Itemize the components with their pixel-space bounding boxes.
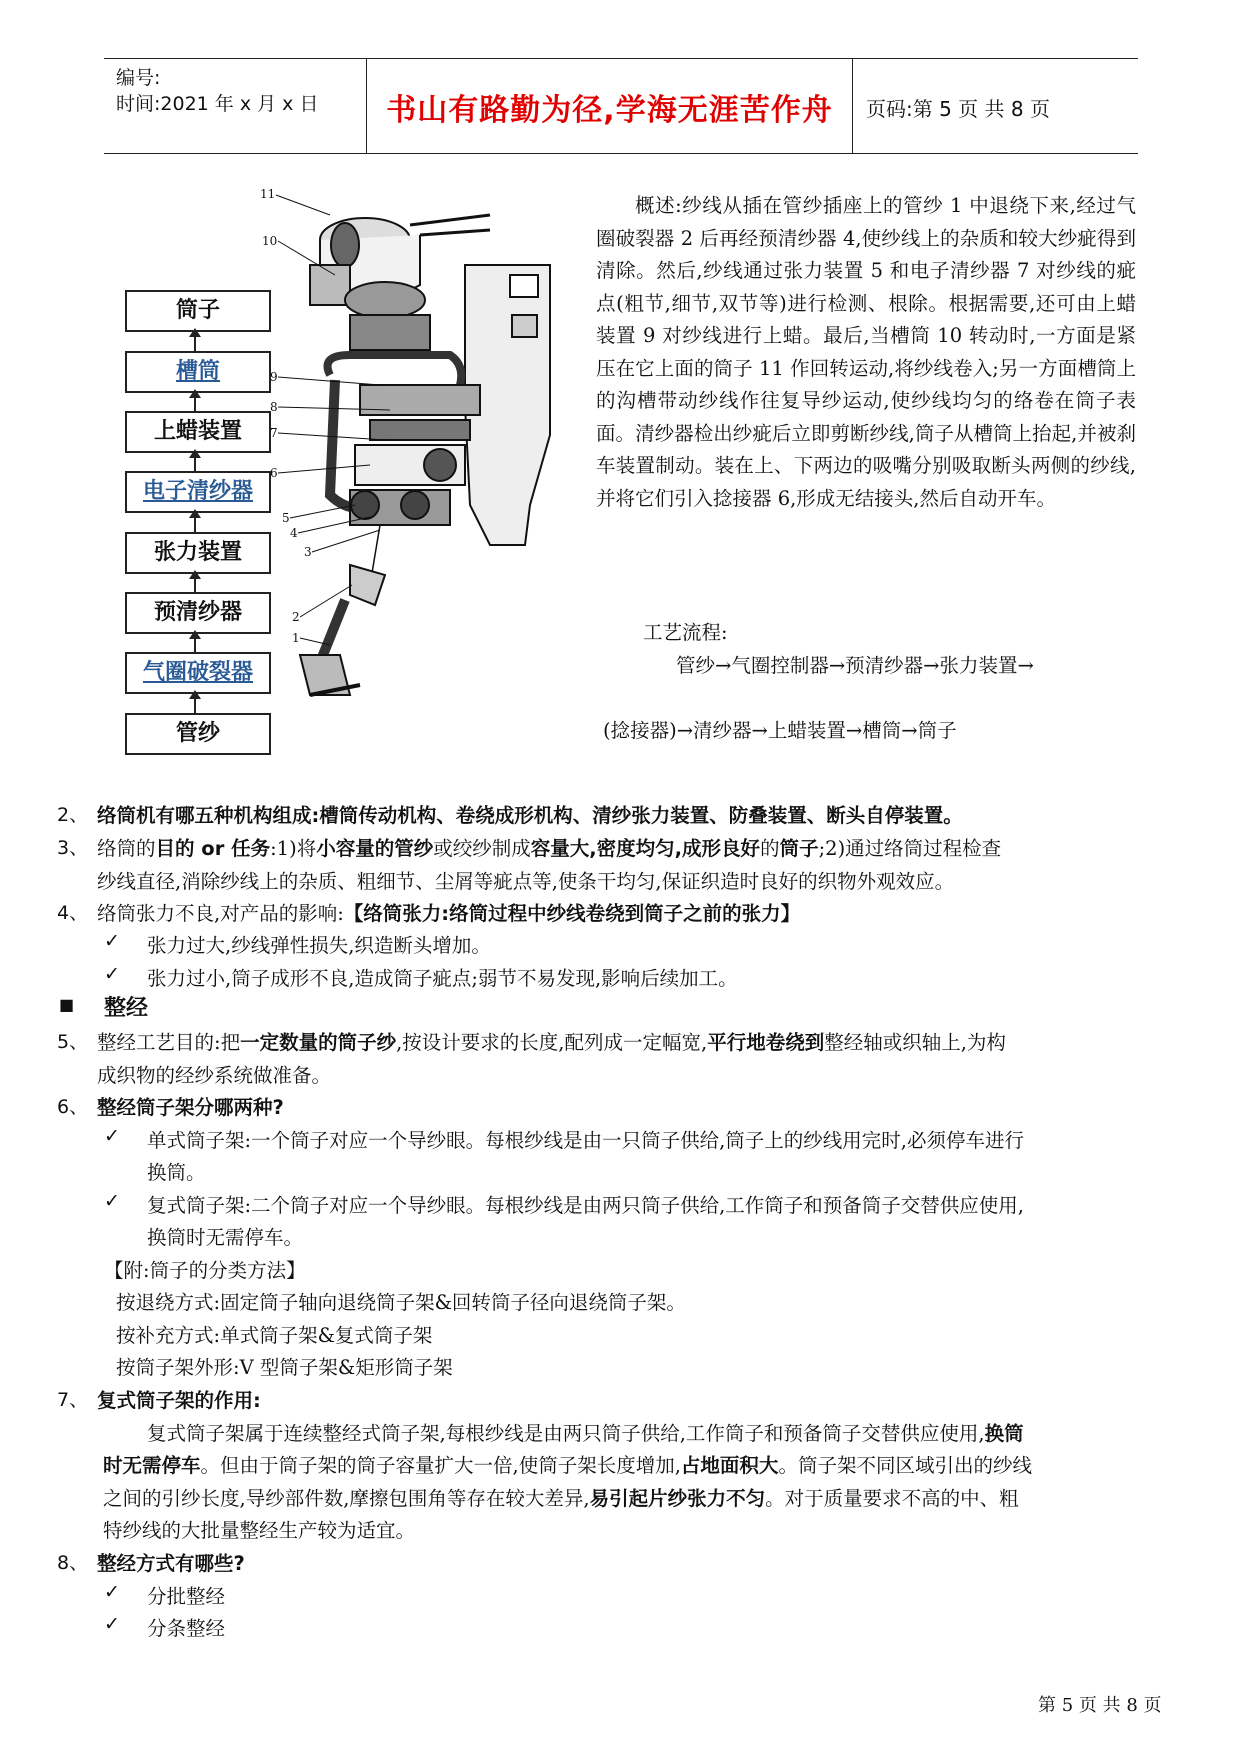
q6-appendix-2: 按补充方式:单式筒子架&复式筒子架 <box>116 1324 433 1347</box>
time-label: 时间:2021 年 x 月 x 日 <box>116 93 319 115</box>
doc-number-label: 编号: <box>116 67 161 89</box>
q3-bold: 筒子 <box>779 837 819 860</box>
q7-text: 复式筒子架属于连续整经式筒子架,每根纱线是由两只筒子供给,工作筒子和预备筒子交替供应使用, <box>147 1422 985 1445</box>
flow-box-label: 槽筒 <box>175 359 220 384</box>
q5-text: ,按设计要求的长度,配列成一定幅宽, <box>396 1031 708 1054</box>
item-number: 4、 <box>57 902 89 924</box>
flow-arrow <box>194 511 196 533</box>
flow-arrow <box>194 330 196 352</box>
flow-box-cop: 管纱 <box>125 713 271 755</box>
check-icon: ✓ <box>104 930 120 952</box>
q3-text: 或绞纱制成 <box>433 837 531 860</box>
flow-arrow <box>194 572 196 593</box>
diagram-label: 3 <box>304 545 312 559</box>
diagram-label: 4 <box>290 526 298 540</box>
q6-check-2a: 复式筒子架:二个筒子对应一个导纱眼。每根纱线是由两只筒子供给,工作筒子和预备筒子交替供应使用, <box>147 1194 1024 1217</box>
q6-check-2b: 换筒时无需停车。 <box>147 1226 304 1249</box>
check-icon: ✓ <box>104 1581 120 1603</box>
flow-box-balloon-breaker <box>125 652 271 694</box>
flow-arrow <box>194 391 196 412</box>
q8-title: 整经方式有哪些? <box>97 1552 245 1575</box>
process-line-1: 管纱→气圈控制器→预清纱器→张力装置→ <box>676 654 1034 677</box>
flow-arrow <box>194 451 196 472</box>
q7-text: 。对于质量要求不高的中、粗 <box>765 1487 1019 1510</box>
flow-arrow <box>194 632 196 653</box>
q3-line-1 <box>97 833 1001 861</box>
q8-check-1: 分批整经 <box>147 1585 226 1608</box>
flow-box-pre-clearer: 预清纱器 <box>125 592 271 634</box>
q4-line <box>97 898 800 926</box>
diagram-label: 1 <box>292 631 300 645</box>
q3-bold: 容量大,密度均匀,成形良好 <box>530 837 761 860</box>
q7-line-3 <box>103 1483 1019 1511</box>
section-bullet-icon: ■ <box>59 995 75 1014</box>
q3-bold: 小容量的管纱 <box>316 837 434 860</box>
flow-box-bobbin: 筒子 <box>125 290 271 332</box>
q3-line-2: 纱线直径,消除纱线上的杂质、粗细节、尘屑等疵点等,使条干均匀,保证织造时良好的织物外观效应。 <box>97 870 955 893</box>
q6-appendix: 【附:筒子的分类方法】 <box>104 1259 306 1282</box>
header-info-cell <box>104 59 367 153</box>
page-footer: 第 5 页 共 8 页 <box>1038 1695 1162 1716</box>
q6-title: 整经筒子架分哪两种? <box>97 1096 284 1119</box>
flow-box-electronic-clearer <box>125 471 271 513</box>
q5-bold: 一定数量的筒子纱 <box>240 1031 397 1054</box>
q7-line-1 <box>147 1418 1024 1446</box>
q4-check-2: 张力过小,筒子成形不良,造成筒子疵点;弱节不易发现,影响后续加工。 <box>147 967 738 990</box>
q3-text: 的 <box>760 837 780 860</box>
q7-text: 之间的引纱长度,导纱部件数,摩擦包围角等存在较大差异, <box>103 1487 590 1510</box>
item-number: 2、 <box>57 804 89 826</box>
q3-text: :1)将 <box>270 837 317 860</box>
q2-text: 络筒机有哪五种机构组成:槽筒传动机构、卷绕成形机构、清纱张力装置、防叠装置、断头自停装置。 <box>97 804 963 827</box>
flow-arrow <box>194 692 196 714</box>
q7-bold: 易引起片纱张力不匀 <box>589 1487 766 1510</box>
item-number: 8、 <box>57 1552 89 1574</box>
item-number: 7、 <box>57 1389 89 1411</box>
flow-box-label: 气圈破裂器 <box>142 660 253 685</box>
q5-text: 整经工艺目的:把 <box>97 1031 241 1054</box>
flow-box-tension: 张力装置 <box>125 532 271 574</box>
q3-text: 络筒的 <box>97 837 156 860</box>
q6-check-1b: 换筒。 <box>147 1161 206 1184</box>
flow-box-label: 电子清纱器 <box>142 479 253 504</box>
header-motto-cell <box>367 59 853 153</box>
page-header <box>104 58 1138 154</box>
flow-box-groove-drum <box>125 351 271 393</box>
q7-text: 。但由于筒子架的筒子容量扩大一倍,使筒子架长度增加, <box>200 1454 681 1477</box>
diagram-label: 8 <box>270 400 278 414</box>
check-icon: ✓ <box>104 1190 120 1212</box>
diagram-label: 2 <box>292 610 300 624</box>
motto: 书山有路勤为径,学海无涯苦作舟 <box>386 93 833 128</box>
q8-check-2: 分条整经 <box>147 1617 226 1640</box>
item-number: 6、 <box>57 1096 89 1118</box>
q6-appendix-3: 按筒子架外形:V 型筒子架&矩形筒子架 <box>116 1356 453 1379</box>
q7-line-2 <box>103 1450 1032 1478</box>
q7-text: 。筒子架不同区域引出的纱线 <box>778 1454 1032 1477</box>
q7-bold: 换筒 <box>984 1422 1024 1445</box>
q6-appendix-1: 按退绕方式:固定筒子轴向退绕筒子架&回转筒子径向退绕筒子架。 <box>116 1291 686 1314</box>
item-number: 3、 <box>57 837 89 859</box>
overview-paragraph: 概述:纱线从插在管纱插座上的管纱 1 中退绕下来,经过气圈破裂器 2 后再经预清纱器 4,使纱线上的杂质和较大纱疵得到清除。然后,纱线通过张力装置 5 和电子清纱器 7 对纱线的疵点(粗节,细节,双节等)进行检测、根除。根据需要,还可由上蜡装置 9 对纱线进行上蜡。最后,当槽筒 10 转动时,一方面是紧压在它上面的筒子 11 作回转运动,将纱线卷入;另一方面槽筒上的沟槽带动纱线作往复导纱运动,使纱线均匀的络卷在筒子表面。清纱器检出纱疵后立即剪断纱线,筒子从槽筒上抬起,并被刹车装置制动。装在上、下两边的吸嘴分别吸取断头两侧的纱线,并将它们引入捻接器 6,形成无结接头,然后自动开车。 <box>596 194 1136 510</box>
q7-title: 复式筒子架的作用: <box>97 1389 261 1412</box>
diagram-label: 5 <box>282 511 290 525</box>
q7-bold: 占地面积大 <box>680 1454 779 1477</box>
diagram-label: 10 <box>262 234 278 248</box>
diagram-label: 7 <box>270 426 278 440</box>
process-line-2: (捻接器)→清纱器→上蜡装置→槽筒→筒子 <box>603 719 957 742</box>
check-icon: ✓ <box>104 963 120 985</box>
flow-box-waxing: 上蜡装置 <box>125 411 271 453</box>
header-page-label: 页码:第 5 页 共 8 页 <box>866 97 1050 121</box>
winding-machine-diagram <box>260 187 580 785</box>
check-icon: ✓ <box>104 1125 120 1147</box>
q3-bold: 目的 or 任务 <box>155 837 271 860</box>
section-title: 整经 <box>104 996 149 1021</box>
q4-check-1: 张力过大,纱线弹性损失,织造断头增加。 <box>147 934 491 957</box>
q5-line-1 <box>97 1027 1006 1055</box>
item-number: 5、 <box>57 1031 89 1053</box>
q4-text: 络筒张力不良,对产品的影响: <box>97 902 344 925</box>
diagram-label: 11 <box>260 187 276 201</box>
q5-line-2: 成织物的经纱系统做准备。 <box>97 1064 332 1087</box>
diagram-label: 6 <box>270 466 278 480</box>
diagram-label: 9 <box>270 370 278 384</box>
process-title: 工艺流程: <box>643 621 728 644</box>
q7-bold: 时无需停车 <box>103 1454 201 1477</box>
q5-text: 整经轴或织轴上,为构 <box>824 1031 1006 1054</box>
check-icon: ✓ <box>104 1613 120 1635</box>
q4-bold: 【络筒张力:络筒过程中纱线卷绕到筒子之前的张力】 <box>343 902 801 925</box>
q3-text: ;2)通过络筒过程检查 <box>818 837 1002 860</box>
q7-line-4: 特纱线的大批量整经生产较为适宜。 <box>103 1519 416 1542</box>
q6-check-1a: 单式筒子架:一个筒子对应一个导纱眼。每根纱线是由一只筒子供给,筒子上的纱线用完时,必须停车进行 <box>147 1129 1024 1152</box>
q5-bold: 平行地卷绕到 <box>707 1031 825 1054</box>
